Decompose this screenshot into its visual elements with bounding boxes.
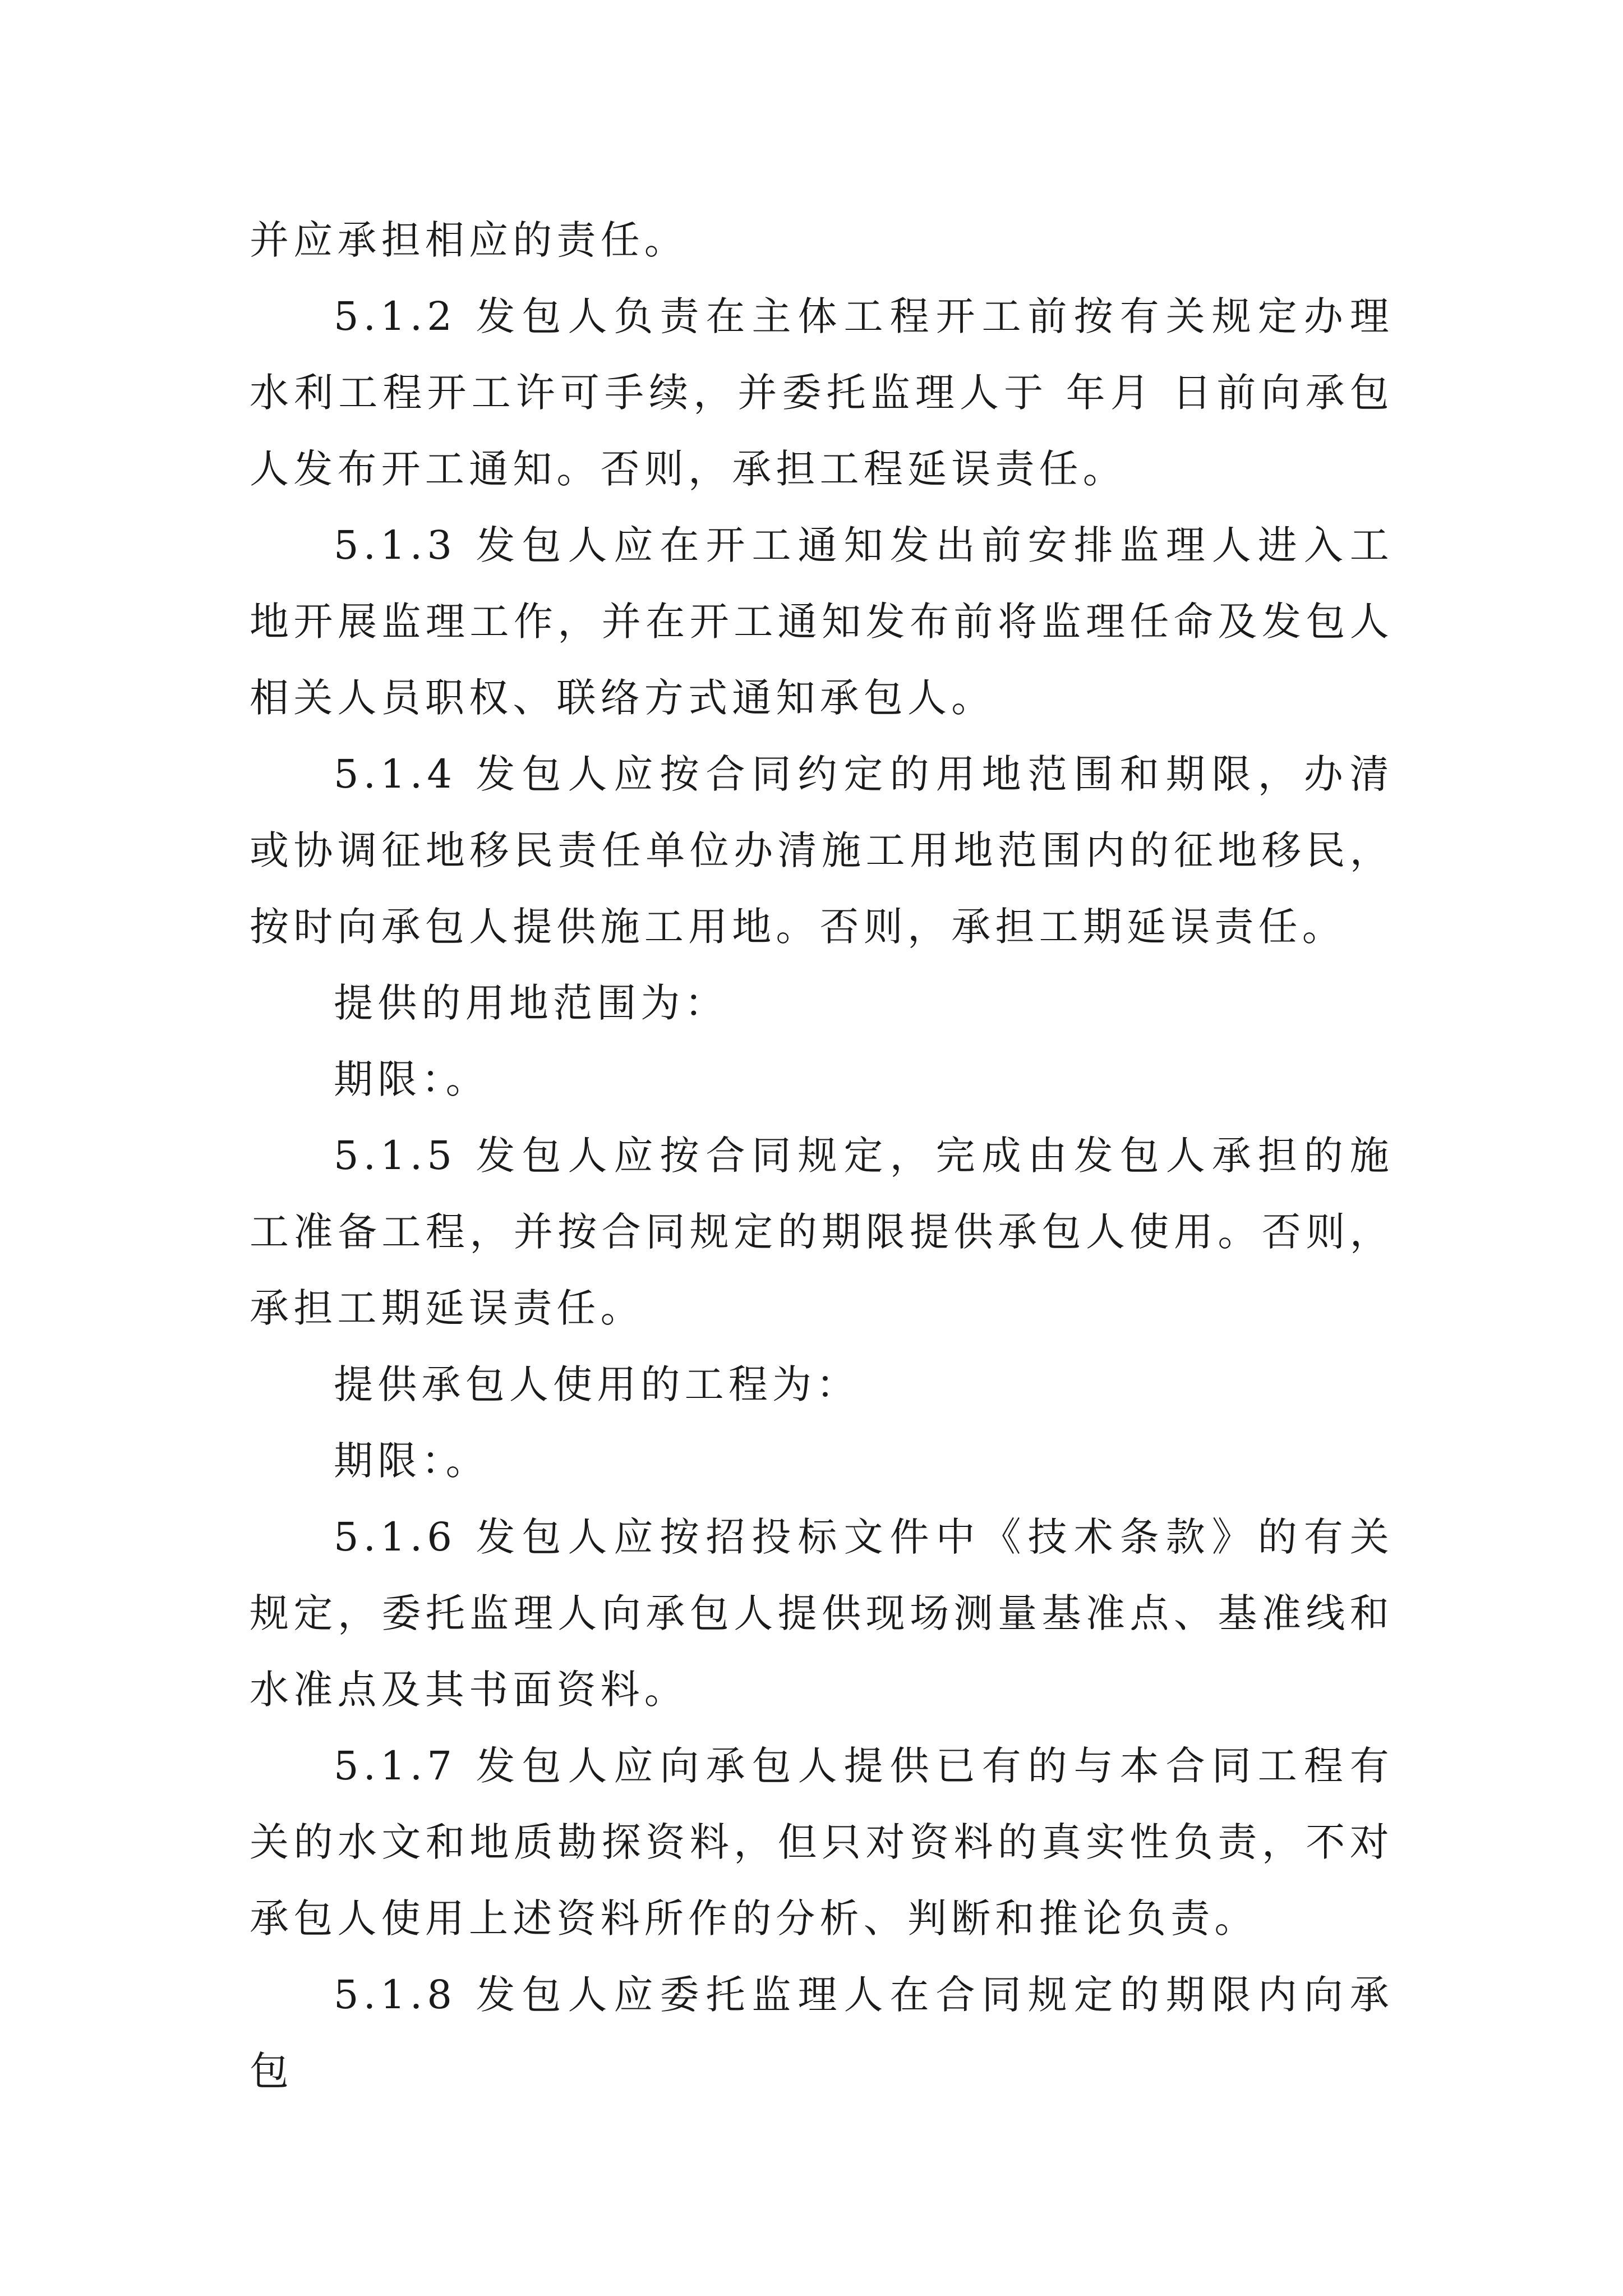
clause-5-1-6: 5.1.6 发包人应按招投标文件中《技术条款》的有关规定，委托监理人向承包人提供现场测量基准点、基准线和水准点及其书面资料。 bbox=[250, 1514, 1394, 1713]
works-provided-line: 提供承包人使用的工程为： bbox=[334, 1361, 860, 1407]
clause-5-1-8: 5.1.8 发包人应委托监理人在合同规定的期限内向承包 bbox=[250, 1972, 1394, 2094]
clause-5-1-2: 5.1.2 发包人负责在主体工程开工前按有关规定办理水利工程开工许可手续，并委托监理人于 年月 日前向承包人发布开工通知。否则，承担工程延误责任。 bbox=[250, 293, 1394, 492]
clause-5-1-4: 5.1.4 发包人应按合同约定的用地范围和期限，办清或协调征地移民责任单位办清施工用地范围内的征地移民，按时向承包人提供施工用地。否则，承担工期延误责任。 bbox=[250, 751, 1394, 950]
document-body bbox=[250, 202, 1394, 2109]
works-deadline-line: 期限：。 bbox=[334, 1438, 490, 1484]
paragraph-continuation: 并应承担相应的责任。 bbox=[250, 217, 688, 263]
land-scope-line: 提供的用地范围为： bbox=[334, 980, 728, 1026]
clause-5-1-7: 5.1.7 发包人应向承包人提供已有的与本合同工程有关的水文和地质勘探资料，但只对资料的真实性负责，不对承包人使用上述资料所作的分析、判断和推论负责。 bbox=[250, 1743, 1394, 1941]
land-deadline-line: 期限：。 bbox=[334, 1056, 490, 1102]
clause-5-1-5: 5.1.5 发包人应按合同规定，完成由发包人承担的施工准备工程，并按合同规定的期限提供承包人使用。否则，承担工期延误责任。 bbox=[250, 1133, 1394, 1331]
clause-5-1-3: 5.1.3 发包人应在开工通知发出前安排监理人进入工地开展监理工作，并在开工通知发布前将监理任命及发包人相关人员职权、联络方式通知承包人。 bbox=[250, 522, 1394, 721]
